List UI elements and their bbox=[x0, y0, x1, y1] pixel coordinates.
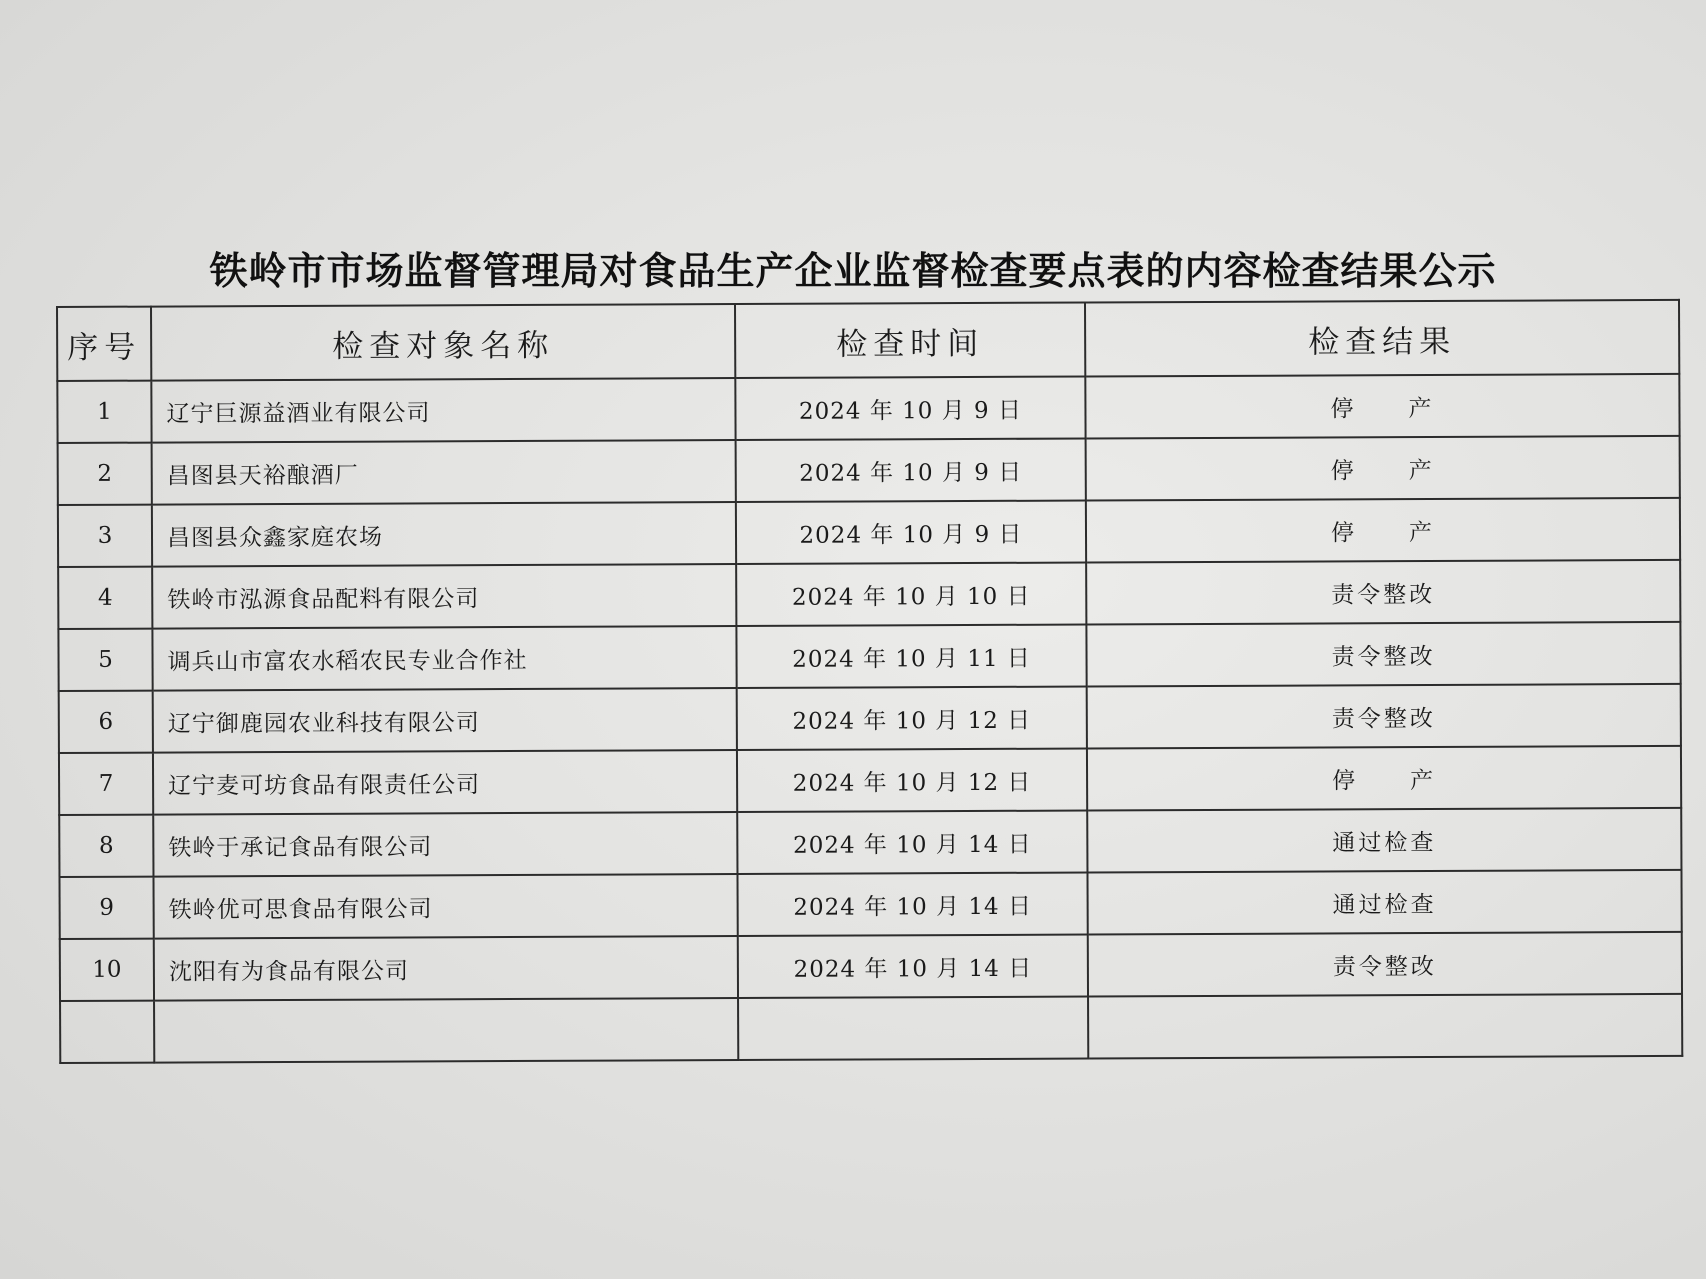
cell-name: 铁岭优可思食品有限公司 bbox=[153, 874, 737, 939]
header-date: 检查时间 bbox=[735, 303, 1085, 379]
cell-name: 调兵山市富农水稻农民专业合作社 bbox=[152, 626, 736, 691]
cell-name: 铁岭于承记食品有限公司 bbox=[153, 812, 737, 877]
cell-result: 责令整改 bbox=[1087, 684, 1681, 749]
table-row bbox=[59, 808, 1681, 877]
cell-result: 责令整改 bbox=[1088, 932, 1682, 997]
table-header-row bbox=[57, 300, 1679, 381]
cell-date: 2024 年 10 月 14 日 bbox=[737, 873, 1087, 937]
cell-index-empty bbox=[60, 1001, 154, 1063]
cell-date: 2024 年 10 月 14 日 bbox=[737, 811, 1087, 875]
cell-date: 2024 年 10 月 9 日 bbox=[736, 439, 1086, 503]
table-row bbox=[58, 560, 1680, 629]
cell-index: 7 bbox=[59, 753, 153, 815]
table-row bbox=[60, 932, 1682, 1001]
table-row bbox=[59, 870, 1681, 939]
cell-name: 辽宁巨源益酒业有限公司 bbox=[151, 378, 735, 443]
cell-date: 2024 年 10 月 9 日 bbox=[736, 501, 1086, 565]
cell-result: 停 产 bbox=[1086, 436, 1680, 501]
cell-result-empty bbox=[1088, 994, 1682, 1059]
table-row bbox=[57, 374, 1679, 443]
empty-table-row bbox=[60, 994, 1682, 1063]
cell-result: 通过检查 bbox=[1087, 808, 1681, 873]
table-row bbox=[58, 498, 1680, 567]
cell-name: 沈阳有为食品有限公司 bbox=[154, 936, 738, 1001]
header-index: 序号 bbox=[57, 307, 151, 381]
cell-index: 8 bbox=[59, 815, 153, 877]
cell-result: 通过检查 bbox=[1087, 870, 1681, 935]
cell-index: 6 bbox=[59, 691, 153, 753]
cell-result: 停 产 bbox=[1087, 746, 1681, 811]
cell-date: 2024 年 10 月 11 日 bbox=[736, 625, 1086, 689]
cell-name: 昌图县众鑫家庭农场 bbox=[152, 502, 736, 567]
cell-name: 铁岭市泓源食品配料有限公司 bbox=[152, 564, 736, 629]
cell-result: 责令整改 bbox=[1086, 622, 1680, 687]
cell-name: 辽宁御鹿园农业科技有限公司 bbox=[153, 688, 737, 753]
document-title: 铁岭市市场监督管理局对食品生产企业监督检查要点表的内容检查结果公示 bbox=[209, 248, 1497, 293]
cell-date: 2024 年 10 月 10 日 bbox=[736, 563, 1086, 627]
cell-result: 停 产 bbox=[1086, 498, 1680, 563]
cell-index: 1 bbox=[57, 381, 151, 443]
cell-date: 2024 年 10 月 12 日 bbox=[737, 749, 1087, 813]
cell-index: 2 bbox=[58, 443, 152, 505]
cell-name: 昌图县天裕酿酒厂 bbox=[152, 440, 736, 505]
cell-date-empty bbox=[738, 997, 1088, 1061]
inspection-results-table bbox=[56, 299, 1683, 1064]
cell-index: 4 bbox=[58, 567, 152, 629]
cell-date: 2024 年 10 月 9 日 bbox=[735, 377, 1085, 441]
cell-date: 2024 年 10 月 12 日 bbox=[737, 687, 1087, 751]
cell-index: 10 bbox=[60, 939, 154, 1001]
cell-index: 5 bbox=[58, 629, 152, 691]
table-row bbox=[58, 436, 1680, 505]
header-name: 检查对象名称 bbox=[151, 304, 735, 381]
cell-result: 停 产 bbox=[1085, 374, 1679, 439]
cell-result: 责令整改 bbox=[1086, 560, 1680, 625]
cell-name: 辽宁麦可坊食品有限责任公司 bbox=[153, 750, 737, 815]
table-row bbox=[58, 622, 1680, 691]
cell-name-empty bbox=[154, 998, 738, 1063]
header-result: 检查结果 bbox=[1085, 300, 1679, 377]
table-row bbox=[59, 746, 1681, 815]
cell-index: 3 bbox=[58, 505, 152, 567]
cell-date: 2024 年 10 月 14 日 bbox=[738, 935, 1088, 999]
cell-index: 9 bbox=[59, 877, 153, 939]
table-row bbox=[59, 684, 1681, 753]
